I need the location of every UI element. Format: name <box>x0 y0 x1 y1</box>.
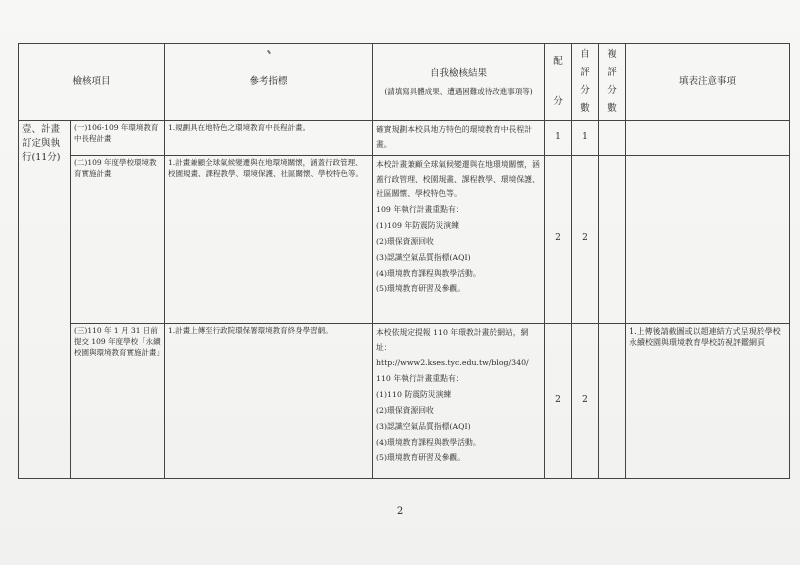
evaluation-table <box>18 43 790 479</box>
result-line: 本校計畫兼顧全球氣候變遷與在地環境關懷，涵蓋行政管理、校園規畫、課程教學、環境保護、社區關懷、學校特色等。 <box>376 159 540 199</box>
header-review-score <box>599 44 626 121</box>
result-line: 本校依規定提報 110 年環教計畫於網站，網址： <box>376 327 529 352</box>
table-row <box>19 121 790 156</box>
result-line: 109 年執行計畫重點有： <box>376 205 464 215</box>
header-self-score <box>572 44 599 121</box>
result-line: (4)環境教育課程與教學活動。 <box>376 268 481 278</box>
self-score: 2 <box>572 155 599 323</box>
reference-cell: 1.計畫兼顧全球氣候變遷與在地環境關懷，涵蓋行政管理、校園規畫、課程教學、環境保護、社區關懷、學校特色等。 <box>165 155 373 323</box>
header-review-score-char: 評 <box>607 67 617 79</box>
result-line: 確實規劃本校具地方特色的環境教育中長程計畫。 <box>376 125 532 149</box>
header-self-result-title: 自我檢核結果 <box>430 67 488 79</box>
result-line: http://www2.kses.tyc.edu.tw/blog/340/ <box>376 358 529 368</box>
header-allot-char: 分 <box>553 96 563 108</box>
page-number: 2 <box>396 506 404 517</box>
result-line: (2)環保資源回收 <box>376 236 434 246</box>
result-line: (4)環境教育課程與教學活動。 <box>376 437 481 447</box>
header-row <box>19 44 790 121</box>
result-line: 110 年執行計畫重點有： <box>376 374 464 384</box>
header-notes: 填表注意事項 <box>626 44 790 121</box>
item-cell: (一)106-109 年環境教育中長程計畫 <box>71 121 165 156</box>
note-cell: 1.上傳後請截圖或以超連結方式呈現於學校永續校園與環境教育學校訪視評鑑網頁 <box>626 323 790 478</box>
item-cell: (三)110 年 1 月 31 日前提交 109 年度學校「永續校園與環境教育實施計畫」 <box>71 323 165 478</box>
header-self-result-note: (請填寫具體成果、遭遇困難或待改進事項等) <box>384 86 533 96</box>
note-cell <box>626 121 790 156</box>
header-self-result <box>373 44 545 121</box>
result-cell <box>373 323 545 478</box>
allot-score: 2 <box>545 155 572 323</box>
allot-score: 1 <box>545 121 572 156</box>
header-reference: 參考指標 <box>165 44 373 121</box>
header-self-score-char: 評 <box>580 67 590 79</box>
header-allot <box>545 44 572 121</box>
header-self-score-char: 自 <box>580 49 590 60</box>
review-score <box>599 155 626 323</box>
reference-cell: 1.規劃具在地特色之環境教育中長程計畫。 <box>165 121 373 156</box>
table-row <box>19 323 790 478</box>
result-cell <box>373 155 545 323</box>
reference-cell: 1.計畫上傳至行政院環保署環境教育終身學習網。 <box>165 323 373 478</box>
review-score <box>599 323 626 478</box>
result-line: (2)環保資源回收 <box>376 405 434 415</box>
item-cell: (二)109 年度學校環境教育實施計畫 <box>71 155 165 323</box>
result-line: (1)109 年防震防災演練 <box>376 221 459 231</box>
header-review-score-char: 分 <box>607 85 617 97</box>
result-line: (5)環境教育研習及參觀。 <box>376 453 466 463</box>
header-self-score-char: 數 <box>580 103 590 115</box>
result-line: (5)環境教育研習及參觀。 <box>376 284 466 294</box>
category-cell: 壹、計畫訂定與執行(11分) <box>19 121 71 479</box>
note-cell <box>626 155 790 323</box>
result-line: (1)110 防震防災演練 <box>376 390 452 400</box>
header-allot-char: 配 <box>553 56 563 68</box>
header-self-score-char: 分 <box>580 85 590 97</box>
result-line: (3)認識空氣品質指標(AQI) <box>376 421 471 431</box>
result-line: (3)認識空氣品質指標(AQI) <box>376 252 471 262</box>
table-row <box>19 155 790 323</box>
self-score: 2 <box>572 323 599 478</box>
result-cell <box>373 121 545 156</box>
header-review-score-char: 數 <box>607 103 617 115</box>
header-review-score-char: 複 <box>607 49 617 60</box>
allot-score: 2 <box>545 323 572 478</box>
header-item: 檢核項目 <box>19 44 165 121</box>
review-score <box>599 121 626 156</box>
self-score: 1 <box>572 121 599 156</box>
